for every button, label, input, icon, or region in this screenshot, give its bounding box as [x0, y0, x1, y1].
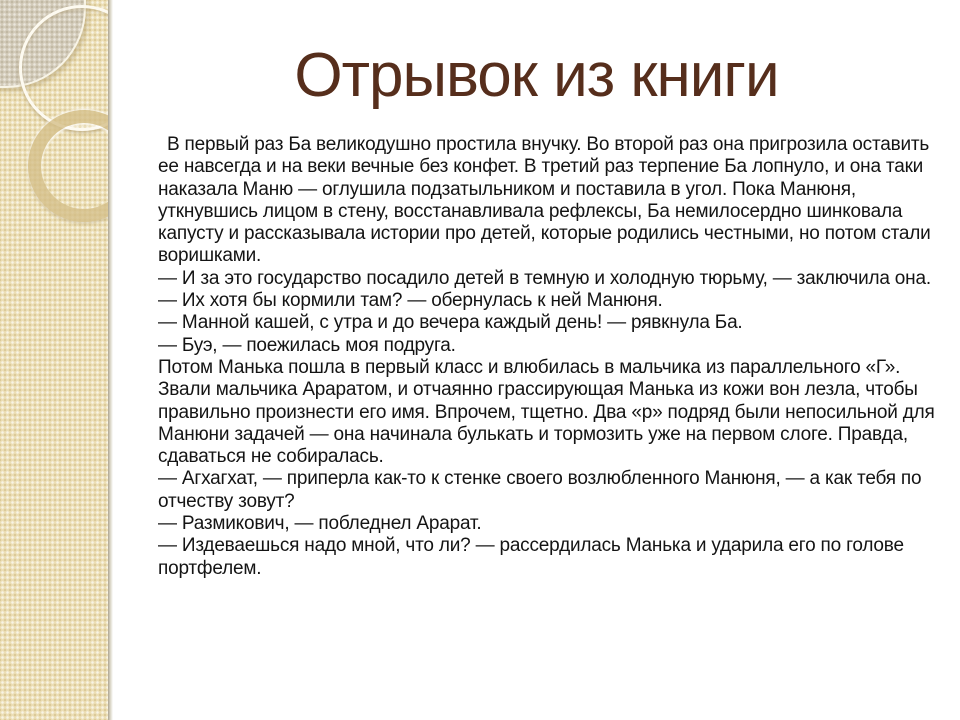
excerpt-text-block: [158, 134, 940, 580]
excerpt-paragraph: — Издеваешься надо мной, что ли? — рассердилась Манька и ударила его по голове портфелем.: [158, 535, 904, 579]
excerpt-paragraph: Потом Манька пошла в первый класс и влюбилась в мальчика из параллельного «Г». Звали мальчика Араратом, и отчаянно грассирующая Манька из кожи вон лезла, чтобы правильно произнести его имя. Впрочем, тщетно. Два «р» подряд были непосильной для Манюни задачей — она начинала булькать и тормозить уже на первом слоге. Правда, сдаваться не собиралась.: [158, 356, 935, 468]
excerpt-paragraph: — Размикович, — побледнел Арарат.: [158, 513, 482, 535]
ring-decoration: [28, 110, 108, 222]
slide-title: Отрывок из книги: [294, 41, 779, 110]
excerpt-paragraph: В первый раз Ба великодушно простила внучку. Во второй раз она пригрозила оставить ее навсегда и на веки вечные без конфет. В третий раз терпение Ба лопнуло, и она таки наказала Маню — оглушила подзатыльником и поставила в угол. Пока Манюня, уткнувшись лицом в стену, восстанавливала рефлексы, Ба немилосердно шинковала капусту и рассказывала истории про детей, которые родились честными, но потом стали воришками.: [158, 134, 931, 267]
decorative-sidebar: [0, 0, 108, 720]
excerpt-paragraph: — Агхагхат, — приперла как-то к стенке своего возлюбленного Манюня, — а как тебя по отчеству зовут?: [158, 468, 922, 512]
excerpt-paragraph: — И за это государство посадило детей в темную и холодную тюрьму, — заключила она.: [158, 267, 931, 289]
excerpt-paragraph: — Их хотя бы кормили там? — обернулась к ней Манюня.: [158, 290, 663, 312]
slide-content: [113, 0, 960, 720]
excerpt-paragraph: — Буэ, — поежилась моя подруга.: [158, 334, 456, 356]
excerpt-paragraph: — Манной кашей, с утра и до вечера каждый день! — рявкнула Ба.: [158, 312, 743, 334]
